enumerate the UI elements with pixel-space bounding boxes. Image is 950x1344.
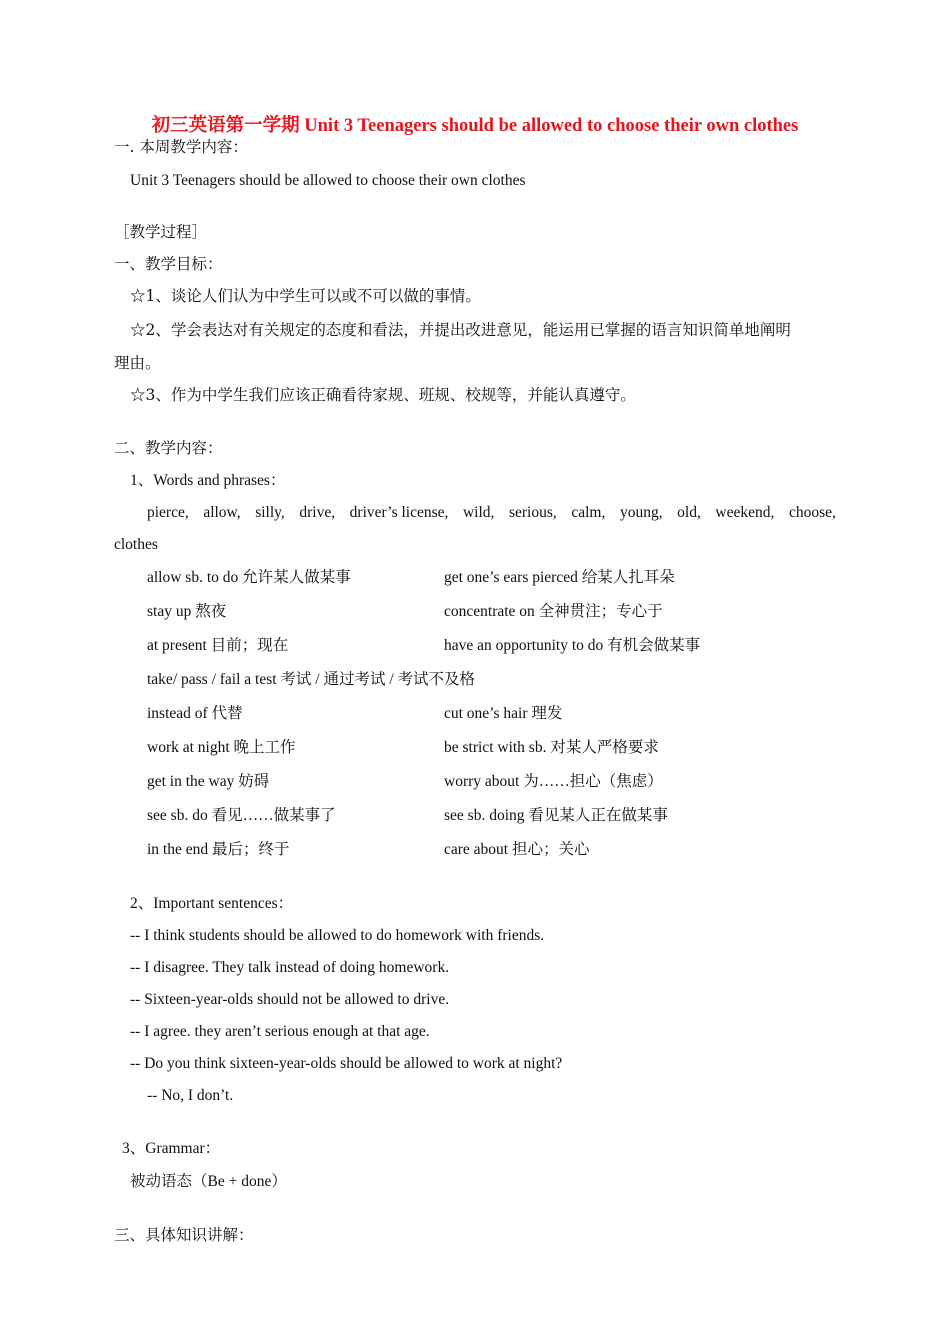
grammar-heading: 3、Grammar：	[122, 1140, 221, 1157]
word-list	[147, 503, 836, 523]
phrase-left: work at night 晚上工作	[147, 739, 296, 756]
phrase-right: see sb. doing 看见某人正在做某事	[444, 807, 668, 824]
word-item: drive,	[299, 504, 336, 521]
word-item: wild,	[462, 504, 495, 521]
phrase-left: see sb. do 看见……做某事了	[147, 807, 336, 824]
words-heading: 1、Words and phrases：	[130, 472, 286, 489]
week-content-text: Unit 3 Teenagers should be allowed to choose their own clothes	[130, 172, 526, 189]
word-item: calm,	[571, 504, 606, 521]
word-item: serious,	[508, 504, 557, 521]
phrase-left: stay up 熬夜	[147, 603, 227, 620]
phrase-left: in the end 最后；终于	[147, 841, 290, 858]
sentences-heading: 2、Important sentences：	[130, 895, 294, 912]
word-item: allow,	[203, 504, 241, 521]
sentence-item: -- I agree. they aren’t serious enough at that age.	[130, 1023, 430, 1040]
word-item: weekend,	[715, 504, 775, 521]
word-item: silly,	[255, 504, 285, 521]
word-list-wrap: clothes	[114, 536, 158, 553]
phrase-right: worry about 为……担心（焦虑）	[444, 773, 663, 790]
phrase-right: cut one’s hair 理发	[444, 705, 563, 722]
content-heading: 二、教学内容：	[114, 439, 223, 457]
phrase-right: care about 担心；关心	[444, 841, 590, 858]
objective-item-1: ☆1、谈论人们认为中学生可以或不可以做的事情。	[130, 287, 481, 305]
process-heading: ［教学过程］	[114, 223, 208, 241]
phrase-left: at present 目前；现在	[147, 637, 289, 654]
word-item: choose,	[788, 504, 836, 521]
word-item: old,	[677, 504, 701, 521]
sentence-item: -- I think students should be allowed to do homework with friends.	[130, 927, 545, 944]
grammar-content: 被动语态（Be + done）	[130, 1173, 287, 1190]
phrase-right: get one’s ears pierced 给某人扎耳朵	[444, 569, 675, 586]
phrase-right: concentrate on 全神贯注；专心于	[444, 603, 663, 620]
knowledge-heading: 三、具体知识讲解：	[114, 1226, 254, 1244]
phrase-left: take/ pass / fail a test 考试 / 通过考试 / 考试不及格	[147, 671, 476, 688]
objectives-heading: 一、教学目标：	[114, 255, 223, 273]
sentence-reply: -- No, I don’t.	[147, 1087, 234, 1104]
word-item: driver’s license,	[349, 504, 449, 521]
objective-item-2-line1: ☆2、学会表达对有关规定的态度和看法，并提出改进意见，能运用已掌握的语言知识简单地阐明	[130, 321, 791, 339]
word-item: young,	[619, 504, 663, 521]
week-content-heading: 一. 本周教学内容：	[114, 138, 248, 156]
sentence-item: -- I disagree. They talk instead of doing homework.	[130, 959, 450, 976]
word-item: pierce,	[147, 504, 189, 521]
sentence-item: -- Sixteen-year-olds should not be allowed to drive.	[130, 991, 450, 1008]
phrase-left: instead of 代替	[147, 705, 243, 722]
document-title: 初三英语第一学期 Unit 3 Teenagers should be allowed to choose their own clothes	[151, 116, 799, 136]
phrase-left: get in the way 妨碍	[147, 773, 270, 790]
objective-item-3: ☆3、作为中学生我们应该正确看待家规、班规、校规等，并能认真遵守。	[130, 386, 636, 404]
phrase-right: be strict with sb. 对某人严格要求	[444, 739, 659, 756]
objective-item-2-line2: 理由。	[114, 354, 161, 372]
phrase-right: have an opportunity to do 有机会做某事	[444, 637, 701, 654]
phrase-left: allow sb. to do 允许某人做某事	[147, 569, 351, 586]
sentence-item: -- Do you think sixteen-year-olds should be allowed to work at night?	[130, 1055, 563, 1072]
